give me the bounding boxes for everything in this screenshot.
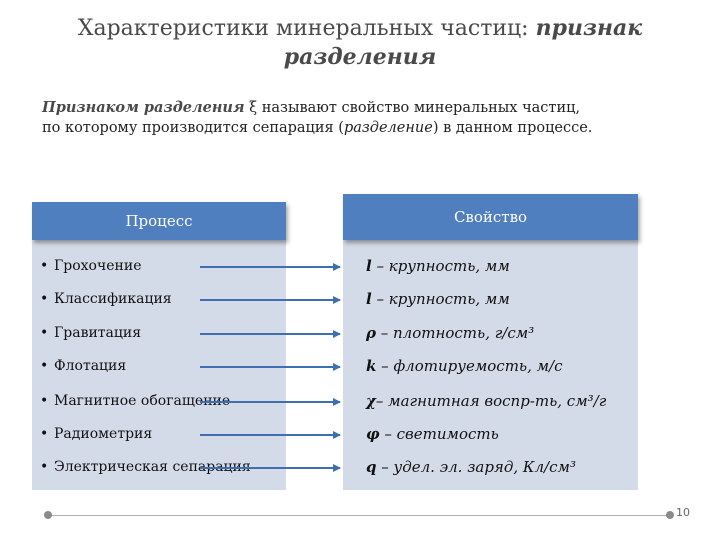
process-item [40,358,126,374]
property-header: Свойство [343,194,638,240]
process-label: Радиометрия [54,426,153,442]
property-item [366,458,576,476]
definition-highlight: Признаком разделения [42,99,245,116]
definition-text [42,98,702,138]
process-label: Магнитное обогащение [54,393,231,409]
footer-dot-left [44,511,52,519]
process-item [40,325,141,341]
title-italic-1: признак [535,15,643,41]
property-label: – магнитная воспр-ть, см³/г [375,392,607,410]
bullet-icon: • [40,426,49,442]
process-label: Грохочение [54,258,142,274]
property-symbol: k [366,357,377,375]
title-plain: Характеристики минеральных частиц: [77,16,536,41]
title-italic-2: разделения [283,44,437,70]
property-item [366,425,499,443]
property-symbol: ρ [366,324,376,342]
property-item [366,392,606,410]
definition-part3: ) в данном процессе. [432,120,593,136]
property-label: – светимость [379,425,499,443]
definition-part1: ξ называют свойство минеральных частиц, [244,100,581,116]
bullet-icon: • [40,325,49,341]
bullet-icon: • [40,393,49,409]
property-item [366,290,510,308]
footer-line [48,515,668,516]
bullet-icon: • [40,459,49,475]
property-symbol: q [366,458,377,476]
definition-part2: по которому производится сепарация ( [42,120,344,136]
property-symbol: φ [366,425,380,443]
property-label: – плотность, г/см³ [375,324,535,342]
process-column [32,202,286,490]
property-label: – флотируемость, м/с [376,357,563,375]
bullet-icon: • [40,358,49,374]
slide-title [40,14,680,72]
page-number: 10 [676,506,690,519]
footer-dot-right [666,511,674,519]
process-label: Классификация [54,291,172,307]
process-label: Флотация [54,358,127,374]
property-item [366,324,534,342]
process-item [40,459,251,475]
process-label: Гравитация [54,325,142,341]
property-item [366,257,510,275]
property-symbol: χ [366,392,376,410]
process-item [40,393,230,409]
property-symbol: l [366,257,372,275]
property-label: – крупность, мм [371,290,510,308]
process-item [40,291,172,307]
process-label: Электрическая сепарация [54,459,251,475]
bullet-icon: • [40,291,49,307]
process-header: Процесс [32,202,286,240]
process-item [40,258,141,274]
process-item [40,426,152,442]
property-label: – крупность, мм [371,257,510,275]
property-symbol: l [366,290,372,308]
property-item [366,357,563,375]
property-label: – удел. эл. заряд, Кл/см³ [376,458,576,476]
bullet-icon: • [40,258,49,274]
definition-italic-word: разделение [343,120,433,136]
